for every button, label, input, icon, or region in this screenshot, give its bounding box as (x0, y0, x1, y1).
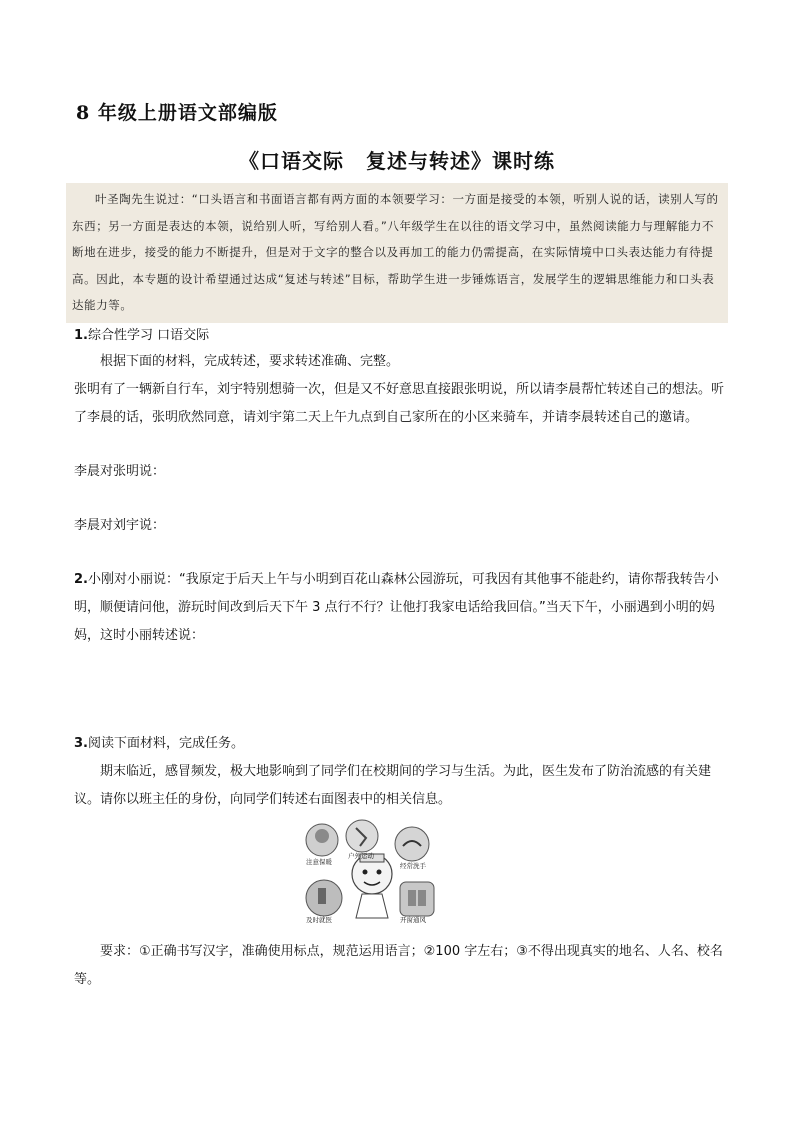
main-title-part2: 复述与转述》课时练 (366, 149, 555, 173)
q1-prompt-a: 李晨对张明说： (74, 464, 166, 479)
q1-prompt-b: 李晨对刘宇说： (74, 518, 166, 533)
flu-prevention-figure (300, 818, 444, 926)
grade-title: 8 年级上册语文部编版 (76, 102, 278, 124)
main-title-part1: 《口语交际 (239, 149, 344, 173)
q1-material: 张明有了一辆新自行车，刘宇特别想骑一次，但是又不好意思直接跟张明说，所以请李晨帮忙转述自己的想法。听了李晨的话，张明欣然同意，请刘宇第二天上午九点到自己家所在的小区来骑车，并请李晨转述自己的邀请。 (74, 382, 725, 425)
intro-box: 叶圣陶先生说过：“口头语言和书面语言都有两方面的本领要学习：一方面是接受的本领，听别人说的话，读别人写的东西；另一方面是表达的本领，说给别人听，写给别人看。”八年级学生在以往的语文学习中，虽然阅读能力与理解能力不断地在进步，接受的能力不断提升，但是对于文字的整合以及再加工的能力仍需提高，在实际情境中口头表达能力有待提高。因此，本专题的设计希望通过达成“复述与转述”目标，帮助学生进一步锤炼语言，发展学生的逻辑思维能力和口头表达能力等。 (66, 183, 728, 323)
figure-label-ventilation: 开窗通风 (400, 916, 426, 924)
q1-number: 1. (74, 328, 88, 343)
figure-label-see-doctor: 及时就医 (306, 916, 332, 924)
q3-heading (74, 730, 724, 758)
figure-label-wash-hands: 经常洗手 (400, 862, 426, 870)
q3-title: 阅读下面材料，完成任务。 (87, 736, 244, 751)
figure-label-keep-warm: 注意保暖 (306, 858, 332, 866)
q2-text: 2.小刚对小丽说：“我原定于后天上午与小明到百花山森林公园游玩，可我因有其他事不能赴约，请你帮我转告小明，顺便请问他，游玩时间改到后天下午 3 点行不行？让他打我家电话给我回信。”当天下午，小丽遇到小明的妈妈，这时小丽转述说： (74, 572, 719, 643)
q3-material: 期末临近，感冒频发，极大地影响到了同学们在校期间的学习与生活。为此，医生发布了防治流感的有关建议。请你以班主任的身份，向同学们转述右面图表中的相关信息。 (74, 764, 712, 807)
q1-instruction: 根据下面的材料，完成转述，要求转述准确、完整。 (100, 354, 400, 369)
q2-number: 2. (74, 572, 88, 587)
q1-heading (74, 322, 724, 350)
q3-requirements: 要求：①正确书写汉字，准确使用标点，规范运用语言；②100 字左右；③不得出现真实的地名、人名、校名等。 (74, 944, 723, 987)
q1-title: 综合性学习 口语交际 (87, 328, 210, 343)
q3-number: 3. (74, 736, 88, 751)
figure-label-outdoor-exercise: 户外运动 (348, 852, 374, 860)
main-title (0, 145, 794, 174)
